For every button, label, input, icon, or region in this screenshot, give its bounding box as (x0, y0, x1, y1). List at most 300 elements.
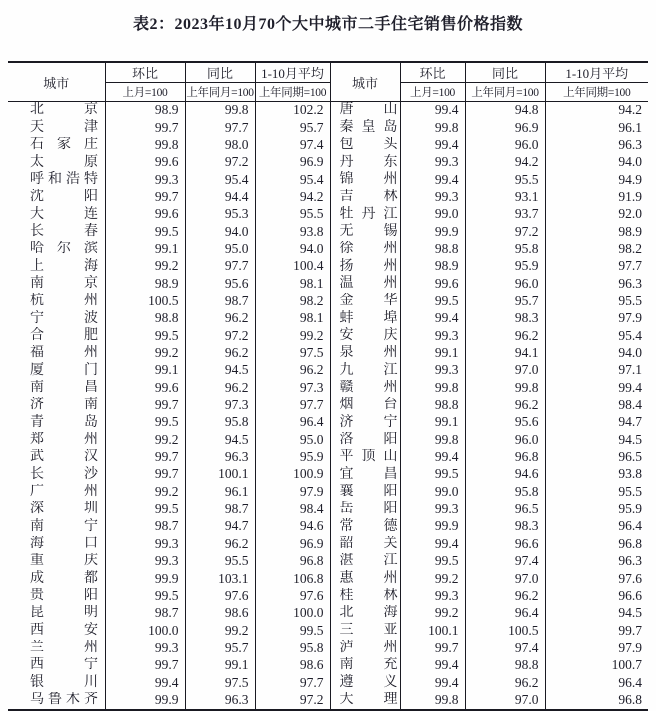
city-cell (330, 518, 400, 535)
avg-value-cell: 99.7 (545, 622, 648, 639)
city-cell (8, 241, 105, 258)
yoy-value-cell: 97.6 (185, 588, 255, 605)
table-row (8, 241, 648, 258)
yoy-value-cell: 96.2 (465, 327, 545, 344)
avg-value-cell: 96.8 (545, 692, 648, 710)
mom-value-cell: 99.1 (105, 362, 185, 379)
city-cell (330, 310, 400, 327)
yoy-value-cell: 97.5 (185, 674, 255, 691)
city-cell (8, 119, 105, 136)
city-name: 九 江 (339, 362, 398, 378)
mom-value-cell: 99.4 (400, 137, 465, 154)
city-cell (330, 362, 400, 379)
avg-value-cell: 94.2 (255, 189, 330, 206)
city-name: 湛 江 (339, 553, 398, 569)
mom-value-cell: 99.5 (400, 553, 465, 570)
yoy-value-cell: 97.3 (185, 397, 255, 414)
mom-value-cell: 100.5 (105, 293, 185, 310)
mom-value-cell: 99.6 (400, 275, 465, 292)
mom-value-cell: 99.5 (105, 223, 185, 240)
yoy-value-cell: 96.2 (185, 536, 255, 553)
city-name: 昆 明 (30, 605, 98, 621)
city-name: 太 原 (30, 154, 98, 170)
yoy-value-cell: 100.1 (185, 466, 255, 483)
avg-value-cell: 95.7 (255, 119, 330, 136)
avg-value-cell: 98.1 (255, 275, 330, 292)
col-avg-base-left: 上年同期=100 (255, 83, 330, 102)
city-name: 惠 州 (339, 570, 398, 586)
avg-value-cell: 96.9 (255, 154, 330, 171)
city-name: 西 宁 (30, 657, 98, 673)
city-cell (8, 466, 105, 483)
avg-value-cell: 96.4 (545, 518, 648, 535)
avg-value-cell: 100.7 (545, 657, 648, 674)
col-mom-base-left: 上月=100 (105, 83, 185, 102)
city-name: 遵 义 (339, 674, 398, 690)
mom-value-cell: 99.3 (105, 536, 185, 553)
mom-value-cell: 99.9 (105, 570, 185, 587)
city-name: 吉 林 (339, 189, 398, 205)
city-name: 安 庆 (339, 327, 398, 343)
table-row (8, 588, 648, 605)
city-name: 北 海 (339, 605, 398, 621)
city-cell (8, 102, 105, 120)
avg-value-cell: 97.9 (545, 310, 648, 327)
mom-value-cell: 99.3 (105, 171, 185, 188)
mom-value-cell: 99.8 (400, 380, 465, 397)
mom-value-cell: 98.9 (105, 102, 185, 120)
avg-value-cell: 100.0 (255, 605, 330, 622)
city-name: 唐 山 (339, 102, 398, 118)
yoy-value-cell: 94.5 (185, 362, 255, 379)
mom-value-cell: 99.4 (400, 102, 465, 120)
mom-value-cell: 99.4 (400, 449, 465, 466)
table-title: 表2：2023年10月70个大中城市二手住宅销售价格指数 (132, 16, 523, 33)
table-row (8, 102, 648, 120)
col-city-left: 城市 (8, 62, 105, 102)
city-cell (8, 223, 105, 240)
table-row (8, 345, 648, 362)
city-name: 扬 州 (339, 258, 398, 274)
city-name: 宁 波 (30, 310, 98, 326)
col-avg-left: 1-10月平均 (255, 62, 330, 83)
city-cell (8, 397, 105, 414)
mom-value-cell: 99.1 (400, 345, 465, 362)
yoy-value-cell: 96.6 (465, 536, 545, 553)
city-name: 丹 东 (339, 154, 398, 170)
yoy-value-cell: 96.8 (465, 449, 545, 466)
table-row (8, 466, 648, 483)
city-cell (330, 622, 400, 639)
avg-value-cell: 94.5 (545, 605, 648, 622)
table-row (8, 640, 648, 657)
avg-value-cell: 100.4 (255, 258, 330, 275)
mom-value-cell: 99.7 (105, 397, 185, 414)
yoy-value-cell: 93.1 (465, 189, 545, 206)
city-cell (330, 414, 400, 431)
yoy-value-cell: 97.0 (465, 692, 545, 710)
avg-value-cell: 94.7 (545, 414, 648, 431)
yoy-value-cell: 100.5 (465, 622, 545, 639)
city-name: 锦 州 (339, 171, 398, 187)
mom-value-cell: 99.3 (400, 588, 465, 605)
city-cell (330, 171, 400, 188)
yoy-value-cell: 99.2 (185, 622, 255, 639)
mom-value-cell: 99.2 (105, 258, 185, 275)
mom-value-cell: 100.1 (400, 622, 465, 639)
mom-value-cell: 98.9 (400, 258, 465, 275)
yoy-value-cell: 98.8 (465, 657, 545, 674)
mom-value-cell: 99.5 (105, 414, 185, 431)
table-row (8, 119, 648, 136)
yoy-value-cell: 94.7 (185, 518, 255, 535)
city-name: 北 京 (30, 102, 98, 118)
avg-value-cell: 100.9 (255, 466, 330, 483)
avg-value-cell: 94.0 (545, 154, 648, 171)
mom-value-cell: 99.6 (105, 380, 185, 397)
table-row (8, 362, 648, 379)
city-name: 厦 门 (30, 362, 98, 378)
table-row (8, 570, 648, 587)
city-name: 南 充 (339, 657, 398, 673)
mom-value-cell: 99.3 (105, 553, 185, 570)
avg-value-cell: 95.4 (255, 171, 330, 188)
avg-value-cell: 93.8 (255, 223, 330, 240)
city-cell (8, 293, 105, 310)
yoy-value-cell: 98.7 (185, 501, 255, 518)
city-name: 南 宁 (30, 518, 98, 534)
city-name: 济 宁 (339, 414, 398, 430)
avg-value-cell: 98.9 (545, 223, 648, 240)
city-cell (330, 102, 400, 120)
table-row (8, 449, 648, 466)
yoy-value-cell: 97.2 (185, 154, 255, 171)
yoy-value-cell: 95.6 (185, 275, 255, 292)
mom-value-cell: 99.7 (105, 466, 185, 483)
mom-value-cell: 99.1 (105, 241, 185, 258)
table-row (8, 501, 648, 518)
col-yoy-base-right: 上年同月=100 (465, 83, 545, 102)
yoy-value-cell: 95.8 (185, 414, 255, 431)
city-cell (330, 588, 400, 605)
avg-value-cell: 97.7 (255, 674, 330, 691)
avg-value-cell: 97.5 (255, 345, 330, 362)
city-name: 合 肥 (30, 327, 98, 343)
city-name: 呼 和 浩 特 (30, 171, 98, 187)
city-name: 秦 皇 岛 (339, 119, 398, 135)
avg-value-cell: 97.7 (545, 258, 648, 275)
table-row (8, 206, 648, 223)
city-name: 包 头 (339, 137, 398, 153)
city-name: 宜 昌 (339, 466, 398, 482)
avg-value-cell: 95.9 (545, 501, 648, 518)
col-yoy-left: 同比 (185, 62, 255, 83)
mom-value-cell: 100.0 (105, 622, 185, 639)
avg-value-cell: 106.8 (255, 570, 330, 587)
city-name: 桂 林 (339, 588, 398, 604)
city-name: 哈 尔 滨 (30, 241, 98, 257)
city-name: 青 岛 (30, 414, 98, 430)
mom-value-cell: 99.3 (400, 189, 465, 206)
col-avg-base-right: 上年同期=100 (545, 83, 648, 102)
yoy-value-cell: 96.4 (465, 605, 545, 622)
yoy-value-cell: 95.7 (465, 293, 545, 310)
city-cell (8, 275, 105, 292)
city-cell (8, 414, 105, 431)
table-row (8, 414, 648, 431)
city-name: 乌 鲁 木 齐 (30, 692, 98, 708)
table-row (8, 657, 648, 674)
avg-value-cell: 96.6 (545, 588, 648, 605)
city-cell (8, 432, 105, 449)
city-name: 长 春 (30, 223, 98, 239)
yoy-value-cell: 93.7 (465, 206, 545, 223)
table-row (8, 674, 648, 691)
table-row (8, 327, 648, 344)
city-name: 泉 州 (339, 345, 398, 361)
avg-value-cell: 96.3 (545, 553, 648, 570)
avg-value-cell: 98.6 (255, 657, 330, 674)
avg-value-cell: 96.3 (545, 137, 648, 154)
table-row (8, 137, 648, 154)
city-name: 赣 州 (339, 379, 398, 395)
yoy-value-cell: 94.2 (465, 154, 545, 171)
city-name: 石 家 庄 (30, 137, 98, 153)
city-cell (330, 553, 400, 570)
yoy-value-cell: 97.2 (185, 327, 255, 344)
table-row (8, 484, 648, 501)
table-header (8, 62, 648, 102)
city-name: 天 津 (30, 119, 98, 135)
yoy-value-cell: 95.9 (465, 258, 545, 275)
city-name: 南 京 (30, 275, 98, 291)
city-name: 无 锡 (339, 223, 398, 239)
city-name: 牡 丹 江 (339, 206, 398, 222)
avg-value-cell: 92.0 (545, 206, 648, 223)
table-row (8, 536, 648, 553)
table-row (8, 223, 648, 240)
city-cell (330, 605, 400, 622)
city-cell (8, 605, 105, 622)
mom-value-cell: 98.8 (400, 397, 465, 414)
city-name: 沈 阳 (30, 189, 98, 205)
city-cell (330, 258, 400, 275)
yoy-value-cell: 94.0 (185, 223, 255, 240)
city-name: 上 海 (30, 258, 98, 274)
city-name: 大 理 (339, 692, 398, 708)
avg-value-cell: 102.2 (255, 102, 330, 120)
avg-value-cell: 99.4 (545, 380, 648, 397)
city-name: 烟 台 (339, 397, 398, 413)
city-cell (330, 345, 400, 362)
yoy-value-cell: 96.2 (465, 588, 545, 605)
yoy-value-cell: 94.1 (465, 345, 545, 362)
mom-value-cell: 99.4 (400, 536, 465, 553)
yoy-value-cell: 97.4 (465, 553, 545, 570)
mom-value-cell: 98.8 (400, 241, 465, 258)
city-name: 杭 州 (30, 293, 98, 309)
yoy-value-cell: 98.3 (465, 518, 545, 535)
table-row (8, 189, 648, 206)
mom-value-cell: 99.9 (105, 692, 185, 710)
yoy-value-cell: 95.6 (465, 414, 545, 431)
city-name: 三 亚 (339, 622, 398, 638)
avg-value-cell: 96.2 (255, 362, 330, 379)
city-cell (8, 588, 105, 605)
avg-value-cell: 94.2 (545, 102, 648, 120)
city-cell (330, 466, 400, 483)
mom-value-cell: 99.6 (105, 154, 185, 171)
avg-value-cell: 96.8 (545, 536, 648, 553)
city-name: 银 川 (30, 674, 98, 690)
mom-value-cell: 99.3 (400, 154, 465, 171)
avg-value-cell: 91.9 (545, 189, 648, 206)
city-cell (330, 397, 400, 414)
mom-value-cell: 99.3 (400, 327, 465, 344)
col-mom-base-right: 上月=100 (400, 83, 465, 102)
city-name: 岳 阳 (339, 501, 398, 517)
city-cell (330, 293, 400, 310)
mom-value-cell: 99.4 (105, 674, 185, 691)
city-name: 兰 州 (30, 640, 98, 656)
yoy-value-cell: 98.6 (185, 605, 255, 622)
table-row (8, 553, 648, 570)
city-name: 贵 阳 (30, 588, 98, 604)
yoy-value-cell: 103.1 (185, 570, 255, 587)
city-name: 南 昌 (30, 379, 98, 395)
city-cell (8, 570, 105, 587)
table-row (8, 275, 648, 292)
city-cell (330, 692, 400, 710)
city-cell (330, 432, 400, 449)
table-row (8, 432, 648, 449)
city-cell (330, 657, 400, 674)
city-cell (330, 380, 400, 397)
city-name: 武 汉 (30, 449, 98, 465)
avg-value-cell: 97.6 (255, 588, 330, 605)
city-cell (8, 553, 105, 570)
yoy-value-cell: 96.2 (185, 345, 255, 362)
city-cell (330, 501, 400, 518)
avg-value-cell: 98.1 (255, 310, 330, 327)
mom-value-cell: 99.5 (400, 293, 465, 310)
table-body (8, 102, 648, 711)
mom-value-cell: 99.9 (400, 223, 465, 240)
avg-value-cell: 98.2 (255, 293, 330, 310)
yoy-value-cell: 96.0 (465, 137, 545, 154)
mom-value-cell: 98.8 (105, 310, 185, 327)
col-mom-right: 环比 (400, 62, 465, 83)
avg-value-cell: 99.5 (255, 622, 330, 639)
avg-value-cell: 97.9 (545, 640, 648, 657)
city-name: 徐 州 (339, 241, 398, 257)
avg-value-cell: 95.4 (545, 327, 648, 344)
avg-value-cell: 96.5 (545, 449, 648, 466)
avg-value-cell: 94.6 (255, 518, 330, 535)
city-name: 温 州 (339, 275, 398, 291)
mom-value-cell: 99.4 (400, 657, 465, 674)
col-yoy-base-left: 上年同月=100 (185, 83, 255, 102)
yoy-value-cell: 95.5 (465, 171, 545, 188)
yoy-value-cell: 96.3 (185, 449, 255, 466)
city-cell (8, 622, 105, 639)
mom-value-cell: 99.2 (105, 345, 185, 362)
yoy-value-cell: 96.5 (465, 501, 545, 518)
avg-value-cell: 95.5 (545, 293, 648, 310)
table-row (8, 258, 648, 275)
yoy-value-cell: 94.6 (465, 466, 545, 483)
avg-value-cell: 95.8 (255, 640, 330, 657)
city-name: 襄 阳 (339, 484, 398, 500)
city-name: 广 州 (30, 484, 98, 500)
avg-value-cell: 96.9 (255, 536, 330, 553)
yoy-value-cell: 96.3 (185, 692, 255, 710)
avg-value-cell: 97.7 (255, 397, 330, 414)
city-cell (330, 570, 400, 587)
mom-value-cell: 99.0 (400, 206, 465, 223)
city-name: 洛 阳 (339, 432, 398, 447)
city-cell (330, 536, 400, 553)
city-cell (8, 137, 105, 154)
yoy-value-cell: 97.2 (465, 223, 545, 240)
yoy-value-cell: 96.2 (465, 674, 545, 691)
city-cell (8, 674, 105, 691)
city-cell (8, 501, 105, 518)
mom-value-cell: 99.0 (400, 484, 465, 501)
mom-value-cell: 99.5 (400, 466, 465, 483)
city-name: 蚌 埠 (339, 310, 398, 326)
city-name: 济 南 (30, 397, 98, 413)
mom-value-cell: 99.4 (400, 310, 465, 327)
avg-value-cell: 96.3 (545, 275, 648, 292)
table-row (8, 380, 648, 397)
city-cell (8, 484, 105, 501)
yoy-value-cell: 95.3 (185, 206, 255, 223)
mom-value-cell: 99.8 (400, 432, 465, 449)
mom-value-cell: 99.7 (105, 119, 185, 136)
avg-value-cell: 95.5 (545, 484, 648, 501)
yoy-value-cell: 99.8 (465, 380, 545, 397)
city-name: 西 安 (30, 622, 98, 638)
yoy-value-cell: 94.5 (185, 432, 255, 449)
mom-value-cell: 99.7 (105, 189, 185, 206)
mom-value-cell: 98.7 (105, 605, 185, 622)
city-name: 海 口 (30, 536, 98, 552)
mom-value-cell: 99.3 (400, 362, 465, 379)
city-cell (330, 154, 400, 171)
table-row (8, 605, 648, 622)
city-cell (330, 449, 400, 466)
city-cell (330, 275, 400, 292)
yoy-value-cell: 97.4 (465, 640, 545, 657)
mom-value-cell: 98.9 (105, 275, 185, 292)
yoy-value-cell: 96.9 (465, 119, 545, 136)
avg-value-cell: 99.2 (255, 327, 330, 344)
city-cell (8, 258, 105, 275)
city-name: 长 沙 (30, 466, 98, 482)
avg-value-cell: 94.9 (545, 171, 648, 188)
col-avg-right: 1-10月平均 (545, 62, 648, 83)
col-city-right: 城市 (330, 62, 400, 102)
city-cell (330, 327, 400, 344)
city-cell (8, 380, 105, 397)
avg-value-cell: 97.4 (255, 137, 330, 154)
mom-value-cell: 99.4 (400, 171, 465, 188)
col-mom-left: 环比 (105, 62, 185, 83)
city-cell (8, 327, 105, 344)
yoy-value-cell: 97.0 (465, 570, 545, 587)
mom-value-cell: 99.7 (105, 449, 185, 466)
